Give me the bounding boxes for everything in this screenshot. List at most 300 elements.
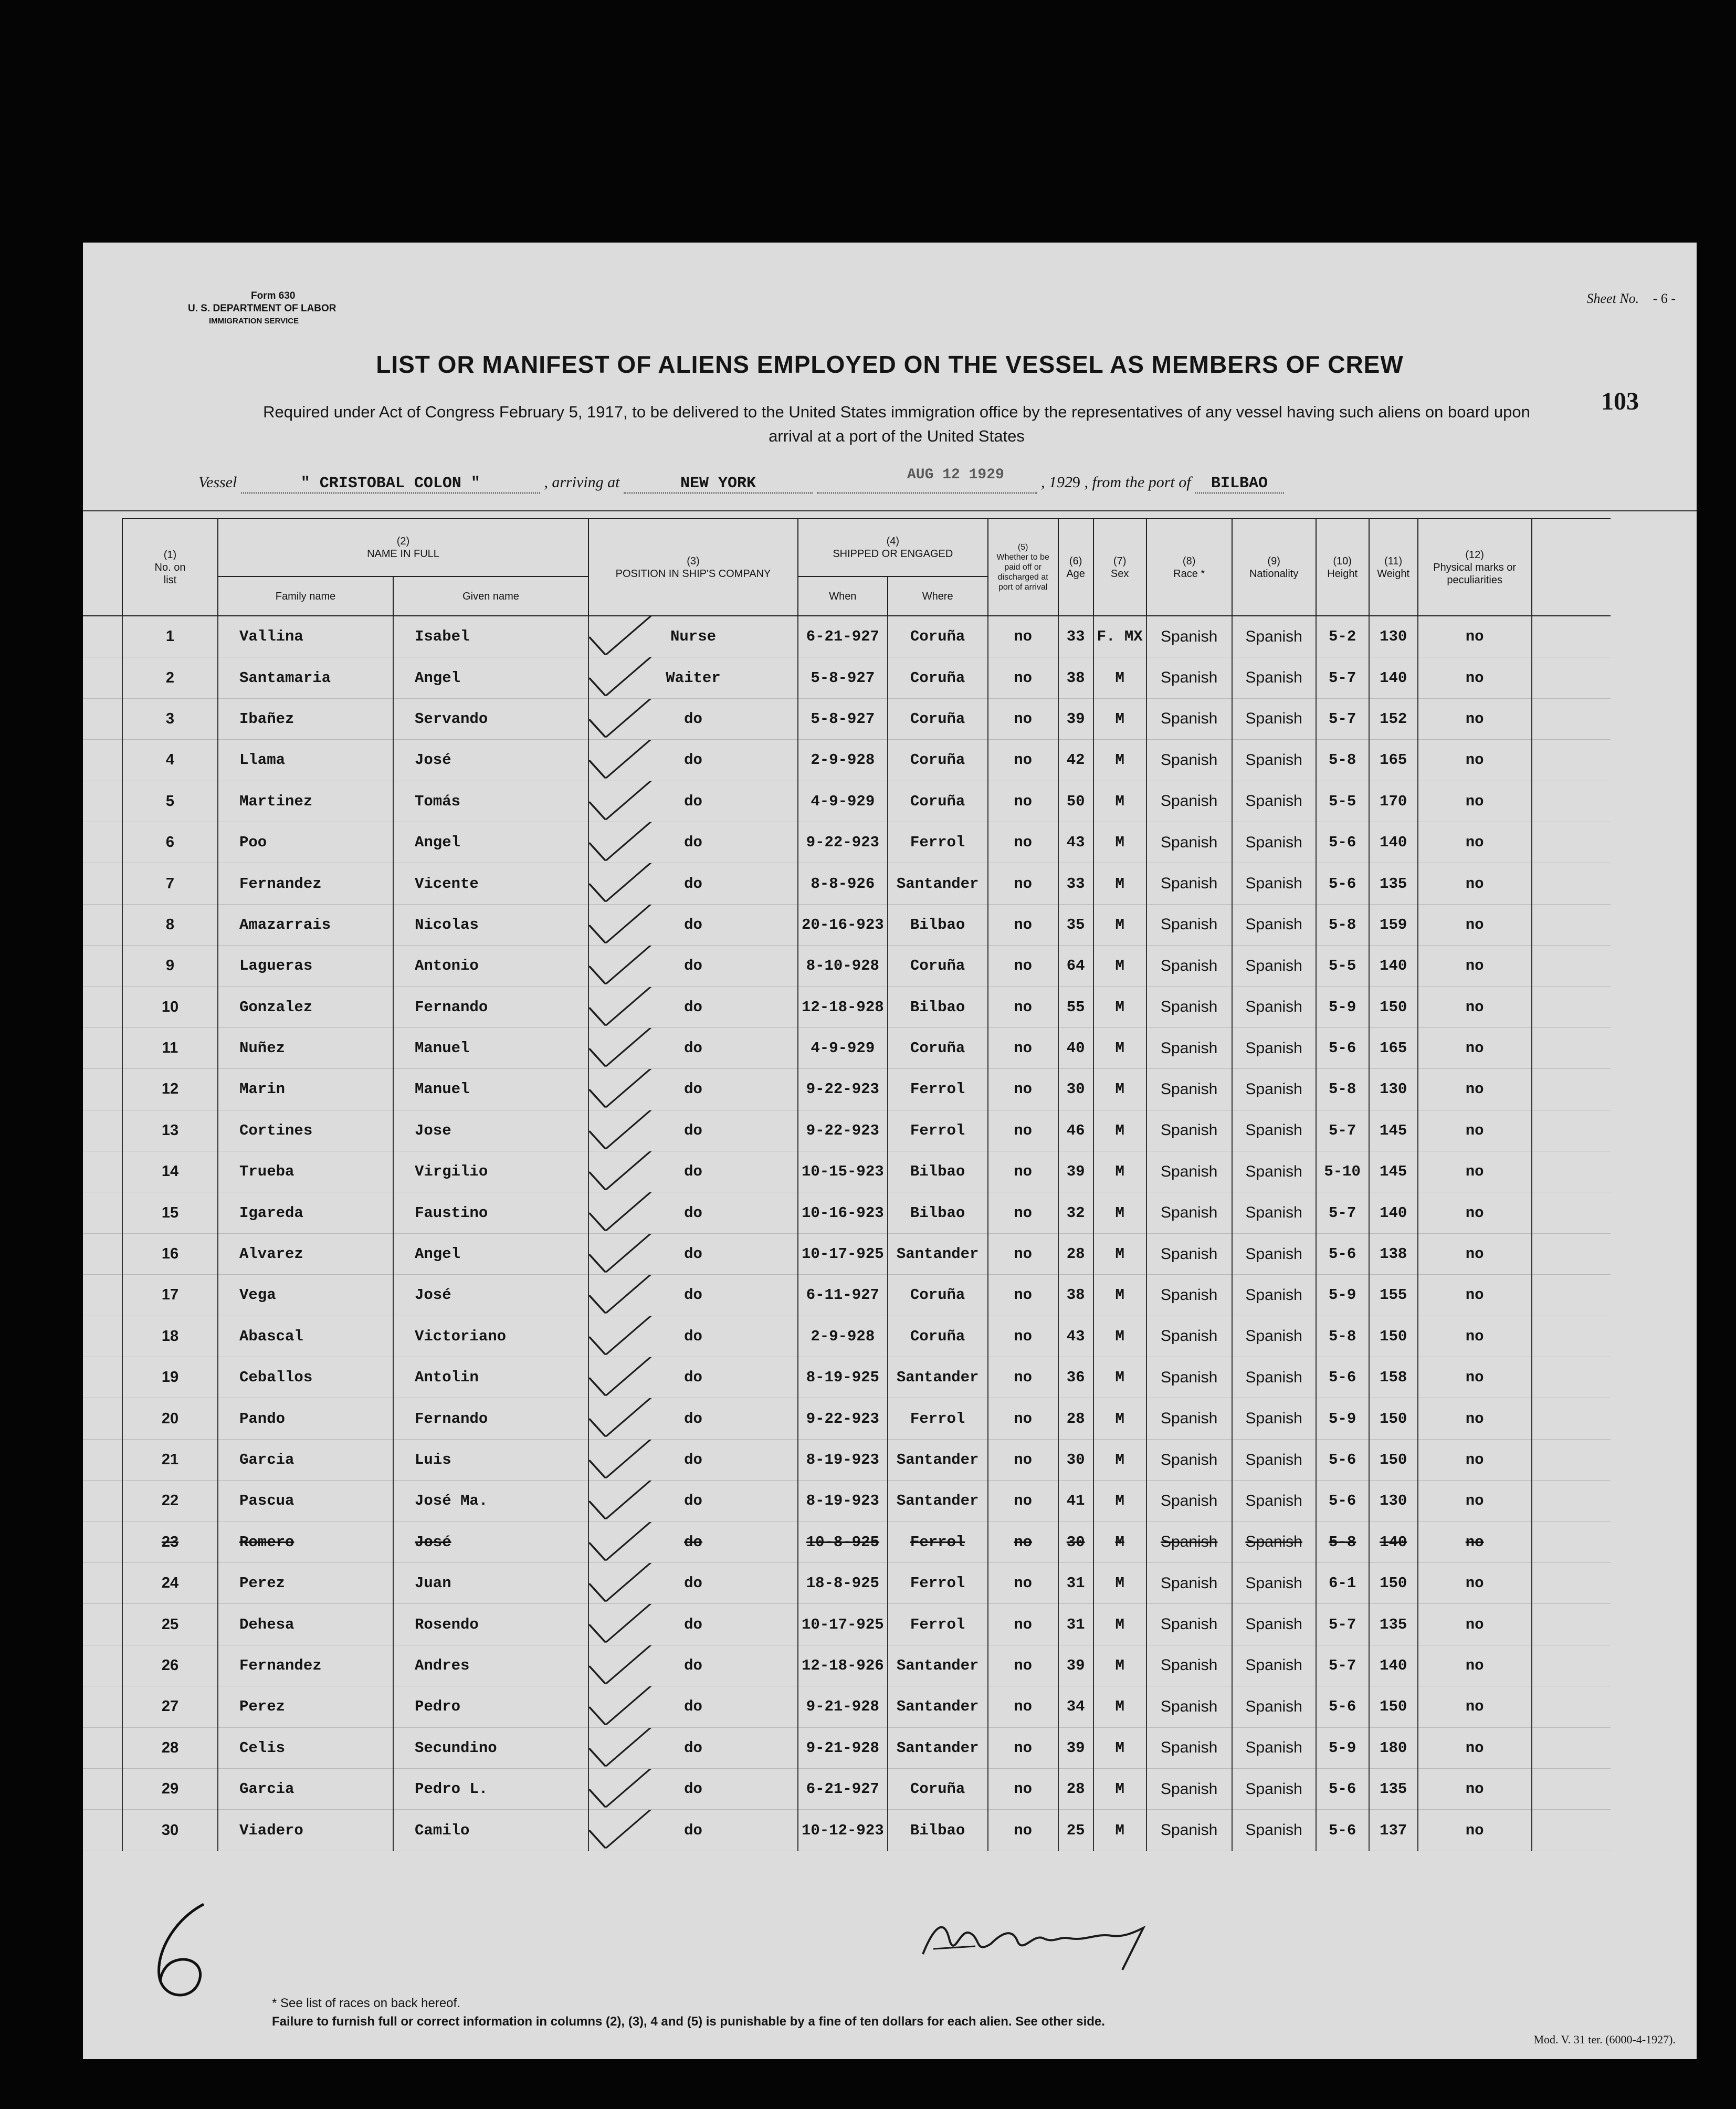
cell-nationality: Spanish	[1232, 1275, 1316, 1316]
cell-when: 2-9-928	[798, 1316, 888, 1357]
cell-paid-off: no	[988, 1604, 1058, 1645]
cell-height: 5-6	[1316, 1810, 1369, 1851]
cell-when: 9-21-928	[798, 1686, 888, 1727]
cell-marks: no	[1418, 1275, 1532, 1316]
cell-family: Poo	[218, 822, 393, 863]
cell-height: 5-2	[1316, 616, 1369, 657]
cell-height: 5-8	[1316, 1522, 1369, 1562]
cell-blank	[83, 1192, 122, 1233]
cell-family: Trueba	[218, 1151, 393, 1192]
cell-race: Spanish	[1146, 1810, 1232, 1851]
cell-position	[588, 1481, 798, 1522]
cell-age: 39	[1058, 1645, 1093, 1686]
cell-weight: 130	[1369, 616, 1418, 657]
cell-blank	[1532, 1398, 1611, 1439]
cell-given: Angel	[393, 1233, 588, 1274]
crew-row	[83, 1069, 1611, 1110]
cell-blank	[83, 1439, 122, 1480]
cell-blank	[83, 1110, 122, 1151]
cell-blank	[83, 1604, 122, 1645]
cell-where: Bilbao	[888, 904, 988, 945]
position-text: do	[684, 998, 702, 1016]
cell-race: Spanish	[1146, 863, 1232, 904]
cell-when: 12-18-926	[798, 1645, 888, 1686]
cell-nationality: Spanish	[1232, 1481, 1316, 1522]
cell-blank	[83, 740, 122, 781]
cell-race: Spanish	[1146, 1151, 1232, 1192]
cell-marks: no	[1418, 1027, 1532, 1068]
vessel-line	[198, 474, 1284, 494]
cell-marks: no	[1418, 1357, 1532, 1398]
cell-height: 5-6	[1316, 1439, 1369, 1480]
crew-row	[83, 1645, 1611, 1686]
cell-sex: M	[1093, 1151, 1146, 1192]
cell-paid-off: no	[988, 1810, 1058, 1851]
cell-no: 5	[122, 781, 218, 822]
cell-age: 36	[1058, 1357, 1093, 1398]
cell-nationality: Spanish	[1232, 1810, 1316, 1851]
cell-blank	[1532, 1275, 1611, 1316]
cell-sex: M	[1093, 1110, 1146, 1151]
cell-when: 8-19-923	[798, 1439, 888, 1480]
cell-blank	[83, 781, 122, 822]
cell-blank	[1532, 1233, 1611, 1274]
cell-weight: 150	[1369, 1686, 1418, 1727]
cell-paid-off: no	[988, 1522, 1058, 1562]
cell-blank	[83, 1027, 122, 1068]
cell-given: Victoriano	[393, 1316, 588, 1357]
cell-sex: M	[1093, 863, 1146, 904]
cell-age: 55	[1058, 987, 1093, 1027]
cell-blank	[83, 1768, 122, 1809]
cell-sex: M	[1093, 1481, 1146, 1522]
cell-where: Coruña	[888, 657, 988, 698]
cell-when: 10-17-925	[798, 1233, 888, 1274]
departure-port: BILBAO	[1195, 475, 1284, 494]
col-name-header: (2) NAME IN FULL	[218, 519, 588, 576]
cell-race: Spanish	[1146, 1110, 1232, 1151]
cell-marks: no	[1418, 1151, 1532, 1192]
crew-row	[83, 1275, 1611, 1316]
cell-no: 14	[122, 1151, 218, 1192]
cell-age: 39	[1058, 1727, 1093, 1768]
crew-row	[83, 1027, 1611, 1068]
position-text: do	[684, 1204, 702, 1222]
manifest-sheet	[83, 243, 1697, 2059]
cell-family: Viadero	[218, 1810, 393, 1851]
cell-position	[588, 1357, 798, 1398]
cell-paid-off: no	[988, 1439, 1058, 1480]
cell-when: 6-21-927	[798, 1768, 888, 1809]
cell-height: 5-6	[1316, 1768, 1369, 1809]
cell-weight: 130	[1369, 1481, 1418, 1522]
cell-blank	[83, 1645, 122, 1686]
cell-blank	[1532, 781, 1611, 822]
cell-race: Spanish	[1146, 1727, 1232, 1768]
cell-age: 28	[1058, 1768, 1093, 1809]
cell-position	[588, 822, 798, 863]
cell-blank	[1532, 698, 1611, 739]
cell-race: Spanish	[1146, 1233, 1232, 1274]
cell-marks: no	[1418, 1110, 1532, 1151]
cell-age: 39	[1058, 1151, 1093, 1192]
cell-race: Spanish	[1146, 1686, 1232, 1727]
crew-row	[83, 1768, 1611, 1809]
cell-no: 3	[122, 698, 218, 739]
cell-no: 2	[122, 657, 218, 698]
crew-row	[83, 1522, 1611, 1562]
cell-given: Vicente	[393, 863, 588, 904]
cell-where: Coruña	[888, 1316, 988, 1357]
cell-given: Luis	[393, 1439, 588, 1480]
cell-no: 19	[122, 1357, 218, 1398]
cell-nationality: Spanish	[1232, 740, 1316, 781]
cell-blank	[83, 1069, 122, 1110]
cell-marks: no	[1418, 1768, 1532, 1809]
cell-marks: no	[1418, 1522, 1532, 1562]
cell-height: 5-6	[1316, 1481, 1369, 1522]
cell-position	[588, 987, 798, 1027]
cell-no: 7	[122, 863, 218, 904]
cell-nationality: Spanish	[1232, 946, 1316, 987]
cell-height: 5-9	[1316, 1275, 1369, 1316]
cell-sex: M	[1093, 1562, 1146, 1603]
cell-blank	[1532, 1686, 1611, 1727]
cell-family: Ibañez	[218, 698, 393, 739]
cell-paid-off: no	[988, 1192, 1058, 1233]
cell-age: 30	[1058, 1439, 1093, 1480]
cell-nationality: Spanish	[1232, 1522, 1316, 1562]
cell-blank	[83, 698, 122, 739]
cell-position	[588, 1110, 798, 1151]
cell-paid-off: no	[988, 1316, 1058, 1357]
arrival-date-blank	[817, 475, 1037, 494]
cell-marks: no	[1418, 1398, 1532, 1439]
col-position-header: (3) POSITION IN SHIP'S COMPANY	[588, 519, 798, 616]
cell-given: Fernando	[393, 1398, 588, 1439]
crew-row	[83, 987, 1611, 1027]
from-label: , from the port of	[1084, 474, 1191, 491]
crew-row	[83, 1398, 1611, 1439]
cell-given: Angel	[393, 822, 588, 863]
cell-position	[588, 1810, 798, 1851]
cell-nationality: Spanish	[1232, 781, 1316, 822]
cell-sex: M	[1093, 1810, 1146, 1851]
cell-nationality: Spanish	[1232, 1727, 1316, 1768]
cell-blank	[1532, 1357, 1611, 1398]
cell-given: Andres	[393, 1645, 588, 1686]
cell-blank	[83, 1727, 122, 1768]
cell-age: 41	[1058, 1481, 1093, 1522]
cell-age: 33	[1058, 616, 1093, 657]
cell-age: 46	[1058, 1110, 1093, 1151]
position-text: do	[684, 1121, 702, 1139]
cell-no: 15	[122, 1192, 218, 1233]
cell-position	[588, 616, 798, 657]
cell-when: 8-10-928	[798, 946, 888, 987]
crew-row	[83, 698, 1611, 739]
cell-height: 5-7	[1316, 657, 1369, 698]
cell-sex: M	[1093, 987, 1146, 1027]
cell-blank	[1532, 740, 1611, 781]
position-text: do	[684, 1451, 702, 1468]
cell-position	[588, 1439, 798, 1480]
footnote-penalty: Failure to furnish full or correct information in columns (2), (3), 4 and (5) is punishable by a fine of ten dollars for each alien. See other side.	[272, 2014, 1105, 2029]
position-text: do	[684, 834, 702, 852]
cell-age: 38	[1058, 657, 1093, 698]
cell-weight: 150	[1369, 1562, 1418, 1603]
cell-family: Llama	[218, 740, 393, 781]
crew-row	[83, 904, 1611, 945]
position-text: do	[684, 1492, 702, 1510]
col-when-header: When	[798, 576, 888, 616]
cell-marks: no	[1418, 822, 1532, 863]
cell-nationality: Spanish	[1232, 863, 1316, 904]
cell-given: Pedro L.	[393, 1768, 588, 1809]
cell-age: 31	[1058, 1604, 1093, 1645]
cell-when: 2-9-928	[798, 740, 888, 781]
cell-marks: no	[1418, 698, 1532, 739]
cell-where: Coruña	[888, 946, 988, 987]
cell-sex: M	[1093, 740, 1146, 781]
requirement-text: Required under Act of Congress February 5, 1917, to be delivered to the United States immigration office by the representatives of any vessel having such aliens on board upon arrival at a port of the United States	[263, 403, 1530, 445]
cell-marks: no	[1418, 1316, 1532, 1357]
cell-position	[588, 740, 798, 781]
cell-when: 8-8-926	[798, 863, 888, 904]
cell-given: Isabel	[393, 616, 588, 657]
crew-row	[83, 1686, 1611, 1727]
cell-blank	[83, 822, 122, 863]
position-text: do	[684, 1739, 702, 1757]
crew-row	[83, 1727, 1611, 1768]
cell-sex: M	[1093, 1398, 1146, 1439]
cell-age: 33	[1058, 863, 1093, 904]
cell-when: 5-8-927	[798, 657, 888, 698]
cell-no: 4	[122, 740, 218, 781]
cell-given: Manuel	[393, 1069, 588, 1110]
cell-nationality: Spanish	[1232, 616, 1316, 657]
cell-weight: 165	[1369, 740, 1418, 781]
sheet-label: Sheet No.	[1586, 291, 1639, 306]
position-text: do	[684, 916, 702, 933]
cell-no: 10	[122, 987, 218, 1027]
cell-weight: 170	[1369, 781, 1418, 822]
year-label: , 192	[1041, 474, 1072, 491]
cell-no: 28	[122, 1727, 218, 1768]
cell-paid-off: no	[988, 1686, 1058, 1727]
cell-position	[588, 781, 798, 822]
cell-race: Spanish	[1146, 1439, 1232, 1480]
cell-blank	[83, 1233, 122, 1274]
cell-where: Coruña	[888, 1275, 988, 1316]
cell-race: Spanish	[1146, 1481, 1232, 1522]
crew-row	[83, 1233, 1611, 1274]
cell-paid-off: no	[988, 1027, 1058, 1068]
cell-age: 30	[1058, 1522, 1093, 1562]
cell-age: 50	[1058, 781, 1093, 822]
cell-race: Spanish	[1146, 1398, 1232, 1439]
cell-when: 10-15-923	[798, 1151, 888, 1192]
cell-nationality: Spanish	[1232, 1439, 1316, 1480]
cell-family: Amazarrais	[218, 904, 393, 945]
cell-marks: no	[1418, 1810, 1532, 1851]
cell-race: Spanish	[1146, 1275, 1232, 1316]
cell-paid-off: no	[988, 863, 1058, 904]
cell-paid-off: no	[988, 1727, 1058, 1768]
crew-manifest-table	[83, 518, 1611, 1851]
cell-where: Santander	[888, 1686, 988, 1727]
position-text: do	[684, 710, 702, 728]
cell-no: 13	[122, 1110, 218, 1151]
cell-sex: M	[1093, 1439, 1146, 1480]
cell-weight: 140	[1369, 1192, 1418, 1233]
crew-row	[83, 1562, 1611, 1603]
cell-no: 16	[122, 1233, 218, 1274]
cell-age: 35	[1058, 904, 1093, 945]
cell-marks: no	[1418, 1481, 1532, 1522]
cell-paid-off: no	[988, 1768, 1058, 1809]
cell-given: Camilo	[393, 1810, 588, 1851]
cell-nationality: Spanish	[1232, 1357, 1316, 1398]
cell-nationality: Spanish	[1232, 904, 1316, 945]
cell-blank	[83, 1151, 122, 1192]
cell-where: Ferrol	[888, 1110, 988, 1151]
cell-race: Spanish	[1146, 822, 1232, 863]
cell-when: 18-8-925	[798, 1562, 888, 1603]
cell-sex: M	[1093, 1604, 1146, 1645]
page-number: 103	[1601, 387, 1639, 415]
cell-weight: 165	[1369, 1027, 1418, 1068]
cell-no: 25	[122, 1604, 218, 1645]
cell-weight: 140	[1369, 822, 1418, 863]
crew-row	[83, 946, 1611, 987]
cell-where: Ferrol	[888, 1069, 988, 1110]
cell-no: 21	[122, 1439, 218, 1480]
crew-row	[83, 1810, 1611, 1851]
cell-family: Perez	[218, 1562, 393, 1603]
cell-where: Ferrol	[888, 1604, 988, 1645]
cell-blank	[83, 1522, 122, 1562]
cell-race: Spanish	[1146, 1604, 1232, 1645]
sheet-number	[1587, 291, 1676, 307]
cell-marks: no	[1418, 1069, 1532, 1110]
cell-paid-off: no	[988, 657, 1058, 698]
signature-image	[912, 1896, 1164, 1975]
cell-blank	[1532, 822, 1611, 863]
cell-position	[588, 1686, 798, 1727]
cell-position	[588, 1727, 798, 1768]
cell-nationality: Spanish	[1232, 1027, 1316, 1068]
cell-height: 5-9	[1316, 1398, 1369, 1439]
cell-paid-off: no	[988, 1233, 1058, 1274]
cell-age: 25	[1058, 1810, 1093, 1851]
cell-given: Virgilio	[393, 1151, 588, 1192]
cell-sex: M	[1093, 1027, 1146, 1068]
cell-marks: no	[1418, 1439, 1532, 1480]
position-text: do	[684, 1410, 702, 1428]
cell-height: 5-7	[1316, 1110, 1369, 1151]
cell-height: 5-7	[1316, 1645, 1369, 1686]
cell-blank	[83, 946, 122, 987]
position-text: do	[684, 1040, 702, 1057]
cell-where: Coruña	[888, 781, 988, 822]
col-paidoff-header: (5) Whether to be paid off or discharged at port of arrival	[988, 519, 1058, 616]
cell-position	[588, 1604, 798, 1645]
cell-race: Spanish	[1146, 1522, 1232, 1562]
cell-marks: no	[1418, 1686, 1532, 1727]
cell-age: 31	[1058, 1562, 1093, 1603]
cell-sex: F. MX	[1093, 616, 1146, 657]
cell-blank	[1532, 1727, 1611, 1768]
position-text: do	[684, 875, 702, 893]
cell-family: Vega	[218, 1275, 393, 1316]
cell-when: 12-18-928	[798, 987, 888, 1027]
position-text: do	[684, 1780, 702, 1798]
form-header	[188, 290, 336, 328]
crew-row	[83, 1316, 1611, 1357]
cell-marks: no	[1418, 616, 1532, 657]
cell-paid-off: no	[988, 1645, 1058, 1686]
cell-position	[588, 1522, 798, 1562]
cell-family: Pando	[218, 1398, 393, 1439]
cell-when: 10-8-925	[798, 1522, 888, 1562]
cell-given: Secundino	[393, 1727, 588, 1768]
cell-when: 9-22-923	[798, 1110, 888, 1151]
cell-given: Pedro	[393, 1686, 588, 1727]
cell-family: Pascua	[218, 1481, 393, 1522]
cell-weight: 138	[1369, 1233, 1418, 1274]
col-age-header: (6) Age	[1058, 519, 1093, 616]
cell-blank	[1532, 1151, 1611, 1192]
cell-blank	[1532, 1810, 1611, 1851]
position-text: do	[684, 1245, 702, 1263]
cell-weight: 135	[1369, 1604, 1418, 1645]
cell-height: 5-8	[1316, 1316, 1369, 1357]
form-number: Form 630	[251, 290, 296, 301]
cell-race: Spanish	[1146, 1645, 1232, 1686]
cell-position	[588, 1398, 798, 1439]
cell-height: 5-6	[1316, 822, 1369, 863]
cell-race: Spanish	[1146, 1562, 1232, 1603]
cell-sex: M	[1093, 946, 1146, 987]
cell-where: Coruña	[888, 698, 988, 739]
crew-row	[83, 1192, 1611, 1233]
cell-weight: 135	[1369, 1768, 1418, 1809]
cell-sex: M	[1093, 781, 1146, 822]
cell-age: 43	[1058, 822, 1093, 863]
cell-no: 22	[122, 1481, 218, 1522]
cell-age: 28	[1058, 1233, 1093, 1274]
cell-marks: no	[1418, 740, 1532, 781]
crew-row	[83, 863, 1611, 904]
cell-blank	[1532, 987, 1611, 1027]
cell-marks: no	[1418, 1727, 1532, 1768]
cell-nationality: Spanish	[1232, 1768, 1316, 1809]
cell-age: 64	[1058, 946, 1093, 987]
col-shipped-header: (4) SHIPPED OR ENGAGED	[798, 519, 988, 576]
cell-weight: 140	[1369, 946, 1418, 987]
cell-sex: M	[1093, 904, 1146, 945]
cell-no: 18	[122, 1316, 218, 1357]
cell-where: Coruña	[888, 740, 988, 781]
cell-where: Ferrol	[888, 1562, 988, 1603]
cell-race: Spanish	[1146, 616, 1232, 657]
cell-given: Manuel	[393, 1027, 588, 1068]
cell-weight: 137	[1369, 1810, 1418, 1851]
cell-marks: no	[1418, 1645, 1532, 1686]
cell-paid-off: no	[988, 946, 1058, 987]
cell-sex: M	[1093, 1357, 1146, 1398]
